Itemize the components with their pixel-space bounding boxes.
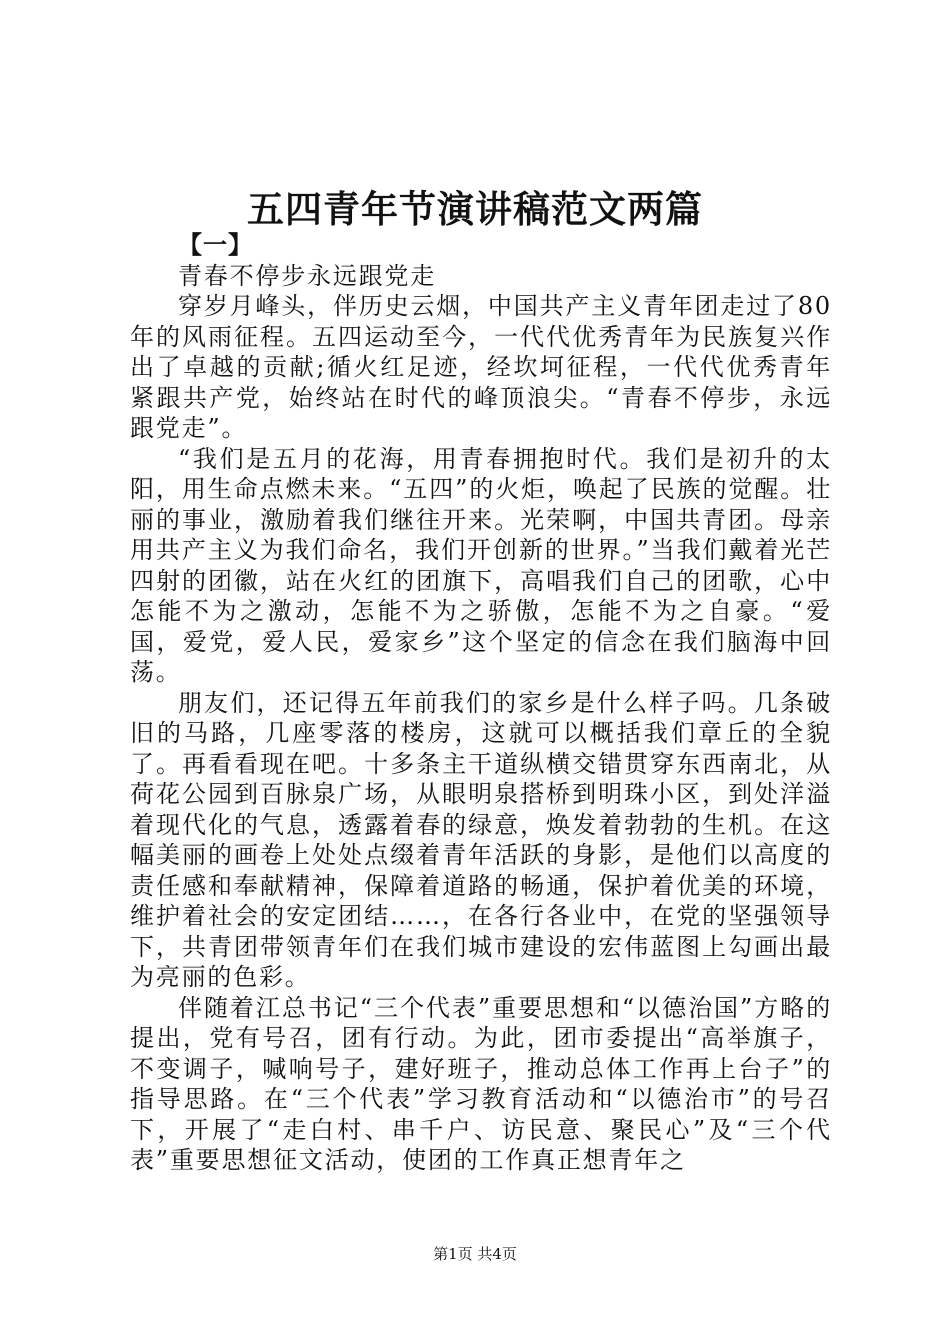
speech-subtitle: 青春不停步永远跟党走 — [178, 261, 436, 290]
page-footer: 第1页 共4页 — [433, 1245, 517, 1263]
document-title: 五四青年节演讲稿范文两篇 — [247, 187, 703, 231]
body-paragraph: 朋友们，还记得五年前我们的家乡是什么样子吗。几条破旧的马路，几座零落的楼房，这就可以概括我们章丘的全貌了。再看看现在吧。十多条主干道纵横交错贯穿东西南北，从荷花公园到百脉泉广场，从眼明泉搭桥到明珠小区，到处洋溢着现代化的气息，透露着春的绿意，焕发着勃勃的生机。在这幅美丽的画卷上处处点缀着青年活跃的身影，是他们以高度的责任感和奉献精神，保障着道路的畅通，保护着优美的环境，维护着社会的安定团结……，在各行各业中，在党的坚强领导下，共青团带领青年们在我们城市建设的宏伟蓝图上勾画出最为亮丽的色彩。 — [130, 688, 832, 991]
body-paragraph: “我们是五月的花海，用青春拥抱时代。我们是初升的太阳，用生命点燃未来。“五四”的火炬，唤起了民族的觉醒。壮丽的事业，激励着我们继往开来。光荣啊，中国共青团。母亲用共产主义为我们命名，我们开创新的世界。”当我们戴着光芒四射的团徽，站在火红的团旗下，高唱我们自己的团歌，心中怎能不为之激动，怎能不为之骄傲，怎能不为之自豪。“爱国，爱党，爱人民，爱家乡”这个坚定的信念在我们脑海中回荡。 — [130, 444, 832, 686]
section-label: 【一】 — [178, 230, 253, 259]
body-paragraph: 伴随着江总书记“三个代表”重要思想和“以德治国”方略的提出，党有号召，团有行动。为此，团市委提出“高举旗子，不变调子，喊响号子，建好班子，推动总体工作再上台子”的指导思路。在“三个代表”学习教育活动和“以德治市”的号召下，开展了“走白村、串千户、访民意、聚民心”及“三个代表”重要思想征文活动，使团的工作真正想青年之 — [130, 993, 832, 1174]
body-paragraph: 穿岁月峰头，伴历史云烟，中国共产主义青年团走过了80年的风雨征程。五四运动至今，一代代优秀青年为民族复兴作出了卓越的贡献;循火红足迹，经坎坷征程，一代代优秀青年紧跟共产党，始终站在时代的峰顶浪尖。“青春不停步，永远跟党走”。 — [130, 292, 832, 442]
document-body — [130, 230, 832, 1176]
